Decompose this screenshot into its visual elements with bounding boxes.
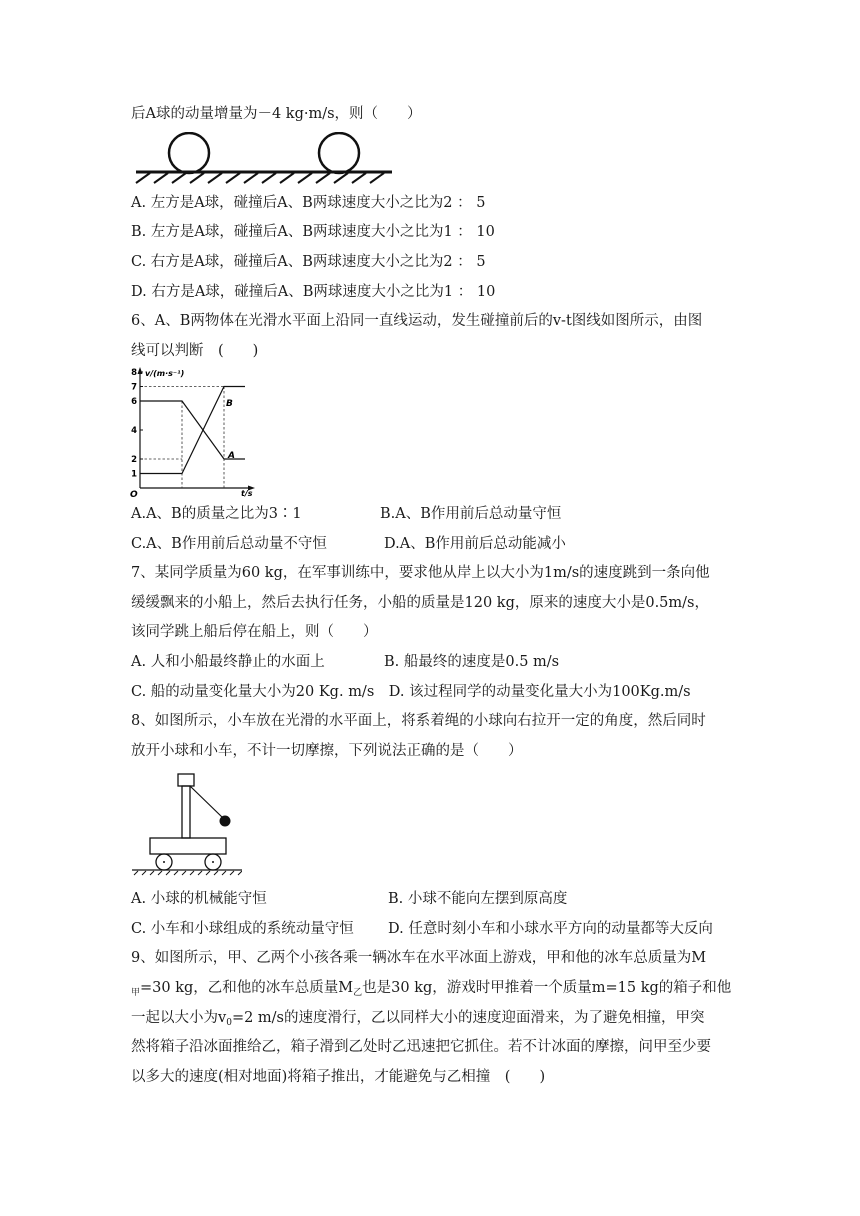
series-b-label: B	[226, 399, 233, 409]
y-tick-label: 2	[131, 455, 137, 465]
y-tick-label: 4	[131, 426, 137, 436]
q6-option-a: A.A、B的质量之比为3∶1	[131, 506, 302, 522]
q9-line1: 9、如图所示，甲、乙两个小孩各乘一辆冰车在水平冰面上游戏，甲和他的冰车总质量为M	[131, 950, 707, 966]
q7-option-a: A. 人和小船最终静止的水面上	[131, 654, 325, 670]
origin-label: O	[130, 490, 138, 498]
q9-line2: $_甲$=30 kg，乙和他的冰车总质量$M_乙$也是30 kg，游戏时甲推着一个质量m=15 kg的箱子和他	[131, 980, 732, 998]
q6-stem-line2: 线可以判断 ( )	[131, 343, 259, 359]
q7-option-cd: C. 船的动量变化量大小为20 Kg. m/s D. 该过程同学的动量变化量大小为100Kg.m/s	[131, 684, 691, 700]
q7-option-b: B. 船最终的速度是0.5 m/s	[384, 654, 560, 670]
y-tick-label: 6	[131, 397, 137, 407]
q8-option-d: D. 任意时刻小车和小球水平方向的动量都等大反向	[388, 921, 713, 937]
pole	[182, 786, 190, 838]
x-axis-label: t/s	[241, 489, 253, 498]
q6-stem-line1: 6、A、B两物体在光滑水平面上沿同一直线运动，发生碰撞前后的v-t图线如图所示，由图	[131, 313, 703, 329]
right-ball	[319, 133, 359, 173]
series-a-label: A	[228, 451, 235, 461]
q5-option-d: D. 右方是A球，碰撞后A、B两球速度大小之比为1 ： 10	[131, 284, 496, 300]
y-tick-label: 1	[131, 469, 137, 480]
q5-option-a: A. 左方是A球，碰撞后A、B两球速度大小之比为2 ： 5	[131, 195, 486, 211]
q5-option-b: B. 左方是A球，碰撞后A、B两球速度大小之比为1 ： 10	[131, 224, 495, 240]
q6-option-d: D.A、B作用前后总动能减小	[384, 536, 566, 552]
q8-stem-line1: 8、如图所示，小车放在光滑的水平面上，将系着绳的小球向右拉开一定的角度，然后同时	[131, 713, 706, 729]
ground-hatching	[136, 173, 384, 183]
left-ball	[169, 133, 209, 173]
subscript-zero: 0	[226, 1018, 232, 1028]
q8-option-b: B. 小球不能向左摆到原高度	[388, 891, 568, 907]
cart-body	[150, 838, 226, 854]
floor-hatching	[134, 871, 242, 875]
y-axis-arrow	[138, 367, 143, 374]
q8-stem-line2: 放开小球和小车，不计一切摩擦，下列说法正确的是（ ）	[131, 743, 523, 759]
q5-stem-tail: 后A球的动量增量为－4 kg·m/s，则（ ）	[131, 106, 422, 122]
y-tick-label: 7	[131, 382, 137, 393]
q7-stem-line2: 缓缓飘来的小船上，然后去执行任务，小船的质量是120 kg，原来的速度大小是0.5m/s，	[131, 595, 709, 611]
y-axis-label: v/(m·s⁻¹)	[145, 369, 185, 378]
pendulum-ball	[220, 816, 231, 827]
q9-line3: 一起以大小为$v_0=2$ m/s的速度滑行，乙以同样大小的速度迎面滑来，为了避免相撞，甲突	[131, 1010, 705, 1028]
pole-top-block	[178, 774, 194, 786]
q7-stem-line3: 该同学跳上船后停在船上，则（ ）	[131, 624, 378, 640]
pendulum-string	[190, 786, 223, 818]
subscript-jia: 甲	[131, 988, 141, 998]
q7-stem-line1: 7、某同学质量为60 kg，在军事训练中，要求他从岸上以大小为1m/s的速度跳到一条向他	[131, 565, 710, 581]
y-tick-labels	[131, 368, 143, 480]
q6-option-c: C.A、B作用前后总动量不守恒	[131, 536, 327, 552]
chart-axes	[138, 367, 256, 491]
subscript-yi: 乙	[353, 988, 363, 998]
q8-option-c: C. 小车和小球组成的系统动量守恒	[131, 921, 354, 937]
q5-option-c: C. 右方是A球，碰撞后A、B两球速度大小之比为2 ： 5	[131, 254, 486, 270]
q9-line5: 以多大的速度(相对地面)将箱子推出，才能避免与乙相撞 ( )	[131, 1069, 546, 1085]
y-tick-label: 8	[131, 368, 137, 378]
pendulum-cart-figure	[130, 770, 242, 876]
q6-option-b: B.A、B作用前后总动量守恒	[380, 506, 562, 522]
q8-option-a: A. 小球的机械能守恒	[131, 891, 267, 907]
right-wheel-axle	[212, 861, 214, 863]
two-balls-figure	[134, 132, 396, 184]
vt-chart	[118, 364, 260, 498]
left-wheel-axle	[163, 861, 165, 863]
q9-line4: 然将箱子沿冰面推给乙，箱子滑到乙处时乙迅速把它抓住。若不计冰面的摩擦，问甲至少要	[131, 1039, 711, 1055]
